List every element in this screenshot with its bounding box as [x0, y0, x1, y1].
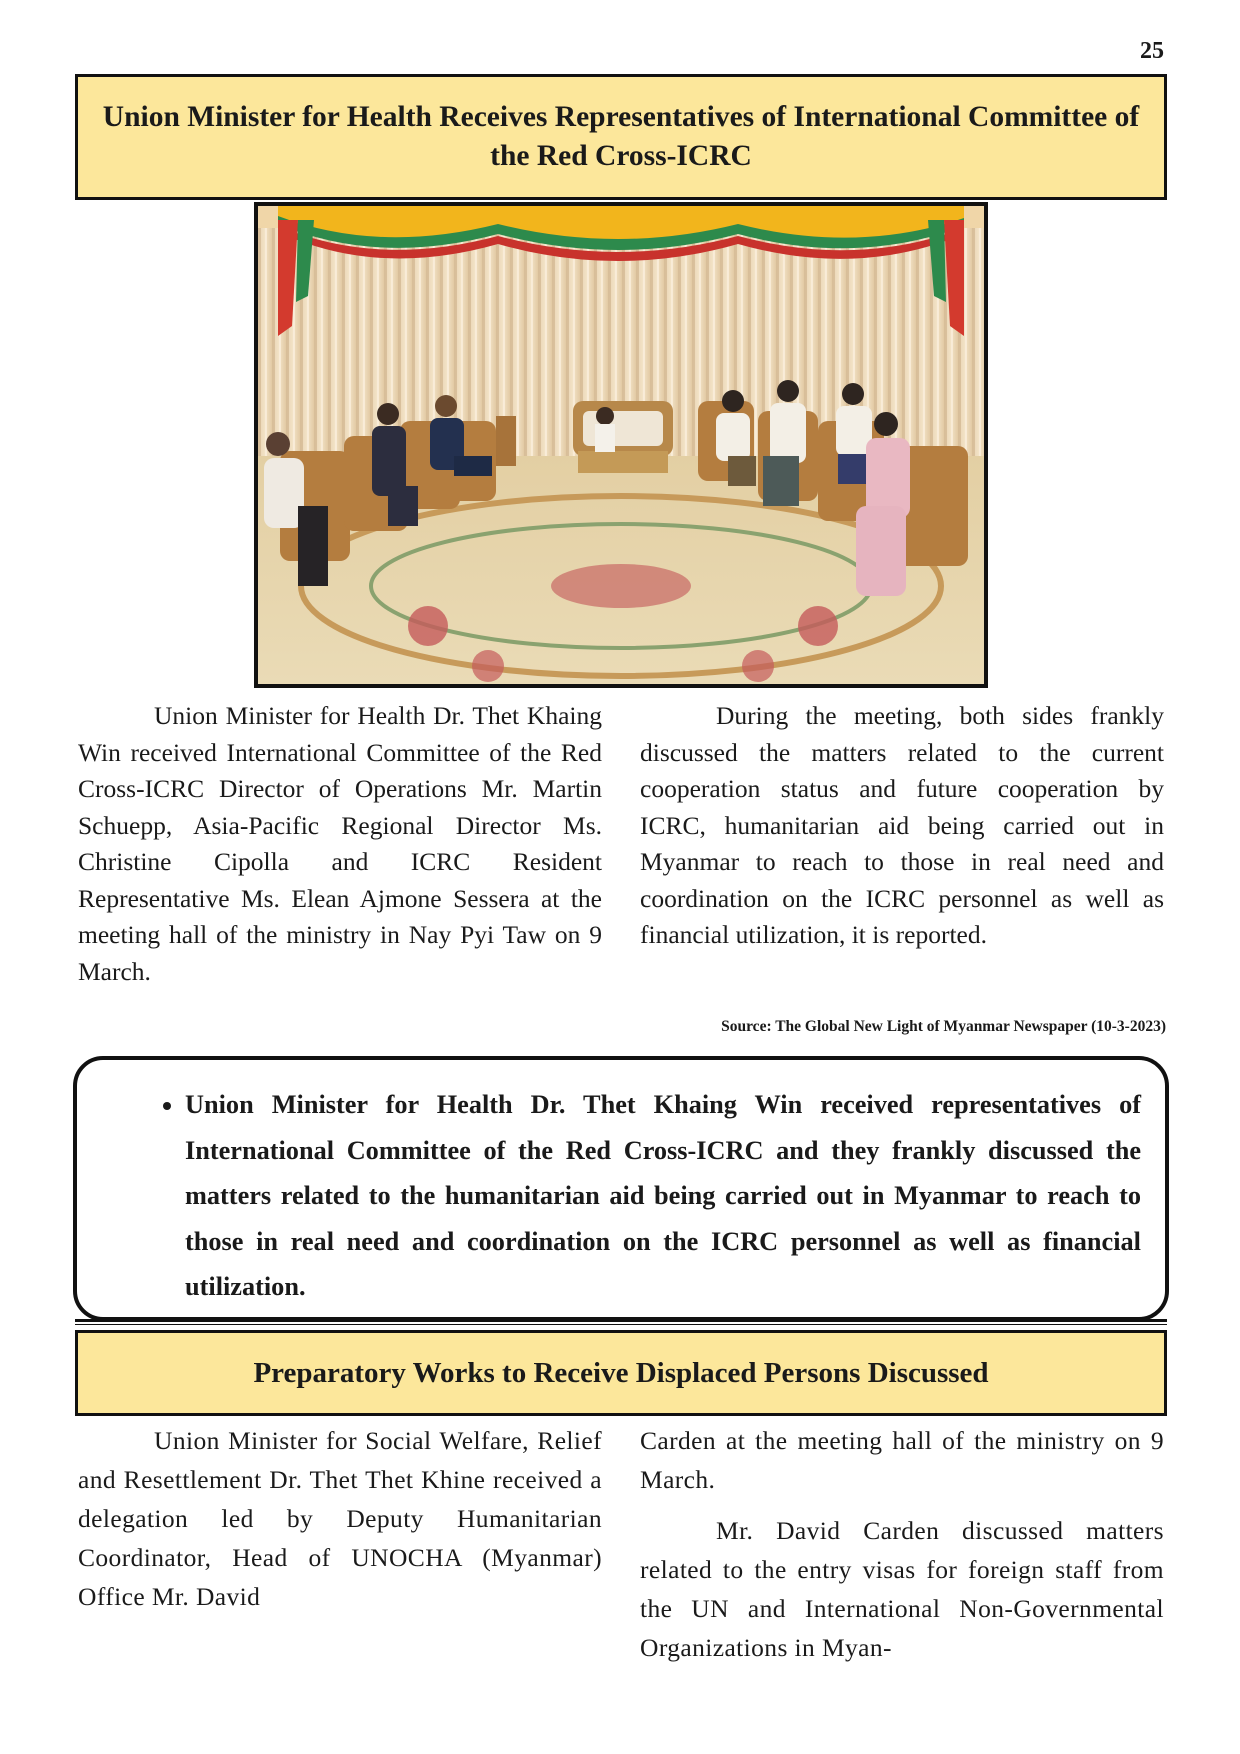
article-paragraph: Union Minister for Health Dr. Thet Khaing Win received International Committee of the Red Cross-ICRC Director of Operations Mr. Martin Schuepp, Asia-Pacific Regional Director Ms. Christine Cipolla and ICRC Resident Representative Ms. Elean Ajmone Sessera at the meeting hall of the ministry in Nay Pyi Taw on 9 March.	[78, 701, 602, 986]
page-number: 25	[1140, 38, 1164, 64]
summary-bullet: • Union Minister for Health Dr. Thet Khaing Win received representatives of International Committee of the Red Cross-ICRC and they frankly discussed the matters related to the humanitarian aid being carried out in Myanmar to reach to those in real need and coordination on the ICRC personnel as well as financial utilization.	[185, 1082, 1141, 1310]
article-column-left	[78, 698, 602, 990]
article-title: Union Minister for Health Receives Representatives of International Committee of the Red Cross-ICRC	[75, 74, 1167, 200]
article-column-right	[640, 1421, 1164, 1667]
section-divider	[75, 1319, 1167, 1325]
summary-list	[133, 1082, 1141, 1310]
article-paragraph: Union Minister for Social Welfare, Relief and Resettlement Dr. Thet Thet Khine received a delegation led by Deputy Humanitarian Coordinator, Head of UNOCHA (Myanmar) Office Mr. David	[78, 1426, 602, 1611]
article-paragraph: Carden at the meeting hall of the ministry on 9 March.	[640, 1426, 1164, 1494]
meeting-photo	[254, 202, 988, 688]
summary-box	[73, 1056, 1169, 1321]
article-column-left	[78, 1421, 602, 1616]
source-citation: Source: The Global New Light of Myanmar Newspaper (10-3-2023)	[721, 1018, 1166, 1035]
article-title: Preparatory Works to Receive Displaced Persons Discussed	[75, 1330, 1167, 1416]
article-paragraph: Mr. David Carden discussed matters related to the entry visas for foreign staff from the UN and International Non-Governmental Organizations in Myan-	[640, 1516, 1164, 1662]
article-paragraph: During the meeting, both sides frankly discussed the matters related to the current cooperation status and future cooperation by ICRC, humanitarian aid being carried out in Myanmar to reach to those in real need and coordination on the ICRC personnel as well as financial utilization, it is reported.	[640, 701, 1164, 949]
article-column-right	[640, 698, 1164, 954]
